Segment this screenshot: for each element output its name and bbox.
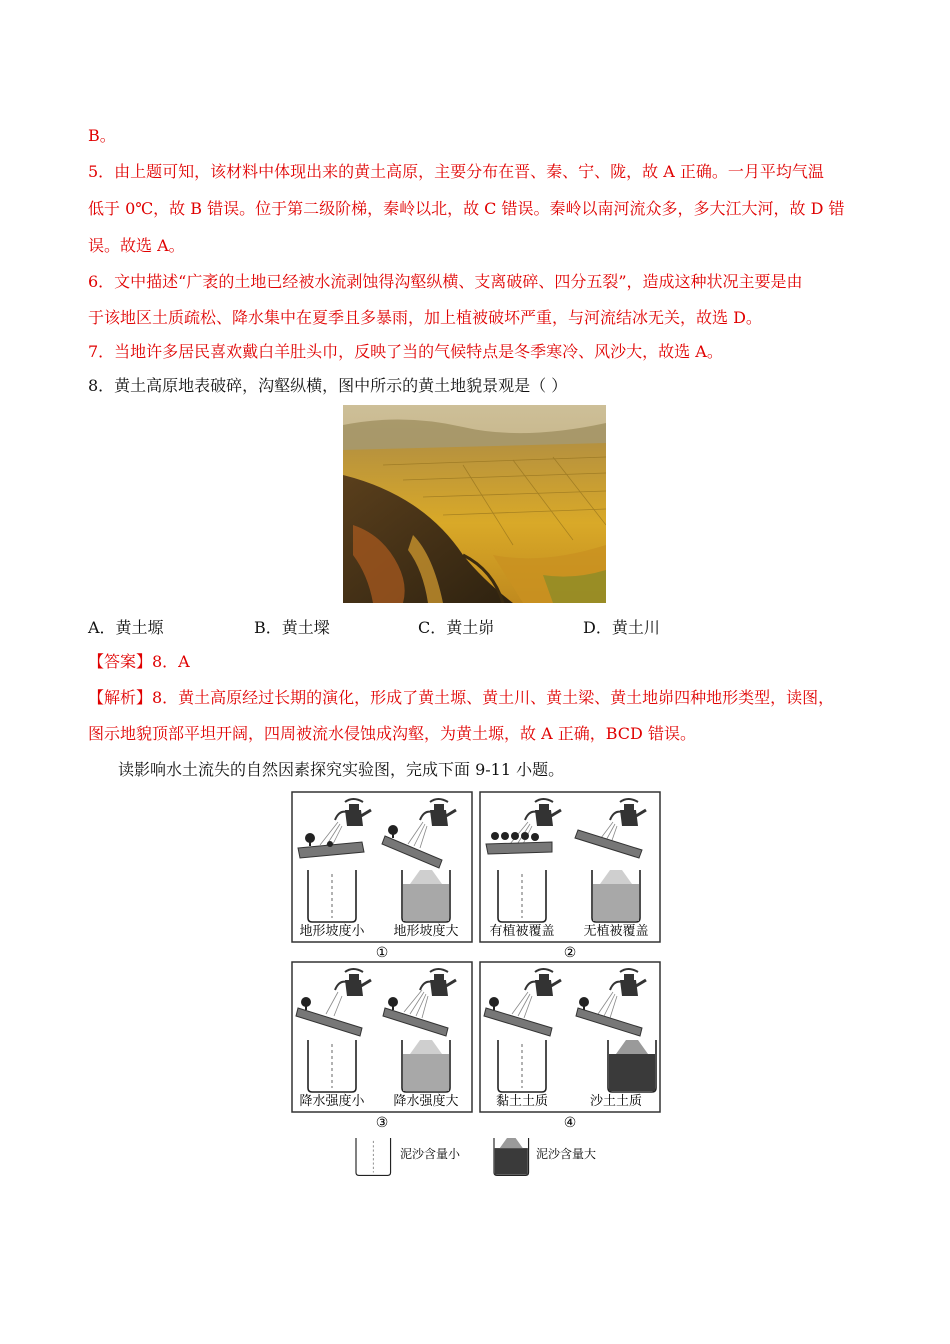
panel-4-number: ④ bbox=[563, 1115, 577, 1131]
panel-2-number: ② bbox=[563, 945, 577, 961]
answer: 【答案】8．A bbox=[88, 652, 190, 671]
panel-4-right-label: 沙土土质 bbox=[589, 1094, 643, 1109]
panel-3-number: ③ bbox=[375, 1115, 389, 1131]
panel-1 bbox=[292, 792, 472, 942]
text-line: B。 bbox=[88, 126, 116, 145]
panel-4-left-label: 黏土土质 bbox=[495, 1094, 549, 1109]
figure-legend bbox=[356, 1138, 596, 1175]
option-a: A．黄土塬 bbox=[88, 618, 164, 637]
soil-erosion-experiment-figure bbox=[290, 790, 670, 1185]
panel-3 bbox=[292, 962, 472, 1112]
panel-4 bbox=[480, 962, 660, 1112]
panel-2-left-label: 有植被覆盖 bbox=[489, 924, 555, 939]
text-line: 于该地区土质疏松、降水集中在夏季且多暴雨，加上植被破坏严重，与河流结冰无关，故选 D。 bbox=[88, 308, 762, 327]
option-c: C．黄土峁 bbox=[418, 618, 495, 637]
panel-1-number: ① bbox=[375, 945, 389, 961]
text-line: 7．当地许多居民喜欢戴白羊肚头巾，反映了当的气候特点是冬季寒冷、风沙大，故选 A。 bbox=[88, 342, 723, 361]
text-line: 5．由上题可知，该材料中体现出来的黄土高原，主要分布在晋、秦、宁、陇，故 A 正确。一月平均气温 bbox=[88, 162, 824, 181]
intro-9-11: 读影响水土流失的自然因素探究实验图，完成下面 9-11 小题。 bbox=[118, 760, 565, 779]
panel-1-left-label: 地形坡度小 bbox=[299, 924, 365, 939]
text-line: 6．文中描述“广袤的土地已经被水流剥蚀得沟壑纵横、支离破碎、四分五裂”，造成这种状况主要是由 bbox=[88, 272, 803, 291]
panel-2 bbox=[480, 792, 660, 942]
option-d: D．黄土川 bbox=[583, 618, 660, 637]
panel-2-right-label: 无植被覆盖 bbox=[583, 924, 649, 939]
panel-3-right-label: 降水强度大 bbox=[393, 1094, 459, 1109]
analysis-line-2: 图示地貌顶部平坦开阔，四周被流水侵蚀成沟壑，为黄土塬，故 A 正确，BCD 错误。 bbox=[88, 724, 696, 743]
text-line: 低于 0℃，故 B 错误。位于第二级阶梯，秦岭以北，故 C 错误。秦岭以南河流众多，多大江大河，故 D 错 bbox=[88, 199, 845, 218]
panel-1-right-label: 地形坡度大 bbox=[393, 924, 459, 939]
analysis-line-1: 【解析】8．黄土高原经过长期的演化，形成了黄土塬、黄土川、黄土梁、黄土地峁四种地形类型，读图， bbox=[88, 688, 835, 707]
legend-small-label: 泥沙含量小 bbox=[400, 1147, 461, 1161]
legend-large-label: 泥沙含量大 bbox=[536, 1147, 597, 1161]
text-line: 误。故选 A。 bbox=[88, 236, 185, 255]
question-8: 8．黄土高原地表破碎，沟壑纵横，图中所示的黄土地貌景观是（ ） bbox=[88, 376, 568, 395]
loess-plateau-photo bbox=[343, 405, 606, 603]
option-b: B．黄土墚 bbox=[254, 618, 330, 637]
panel-3-left-label: 降水强度小 bbox=[299, 1094, 365, 1109]
